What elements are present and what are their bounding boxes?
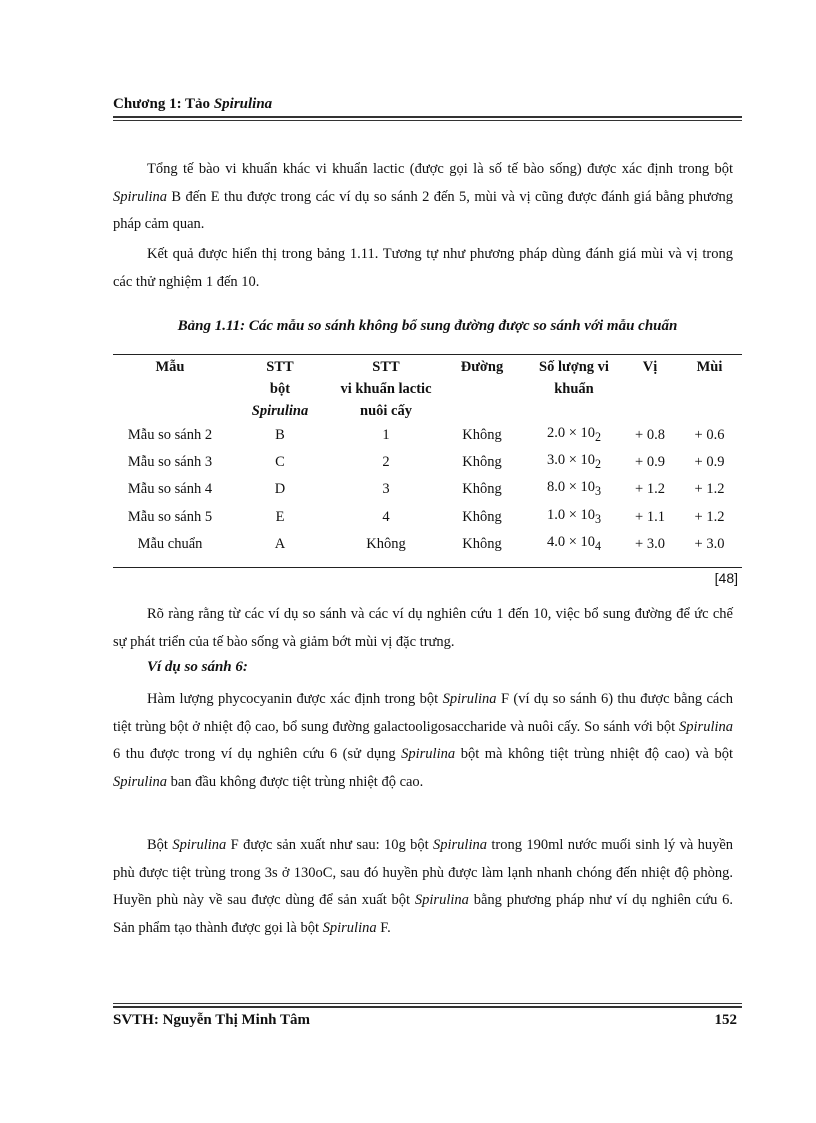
- cell: + 1.2: [694, 481, 725, 498]
- cell: Không: [462, 454, 502, 471]
- cell: E: [275, 508, 285, 525]
- cell-count: $8.0 \times 10_3$: [546, 479, 602, 499]
- paragraph-3: [113, 601, 733, 656]
- p4-text-a: Hàm lượng phycocyanin được xác định trong bột: [147, 691, 439, 707]
- paragraph-2: [113, 241, 733, 296]
- p3-text: Rõ ràng rằng từ các ví dụ so sánh và các ví dụ nghiên cứu 1 đến 10, việc bổ sung đường để ức chế sự phát triển của tế bào sống và giảm bớt mùi vị đặc trưng.: [113, 606, 733, 650]
- cell: Mẫu chuẩn: [137, 535, 203, 552]
- p4-italic-d: Spirulina: [679, 718, 734, 735]
- cell: + 0.8: [635, 426, 665, 443]
- table-reference: [48]: [714, 570, 738, 586]
- table-row: [113, 422, 742, 449]
- cell: Không: [462, 535, 502, 552]
- p5-text-g: bằng phương pháp như ví dụ nghiên cứu 6. Sản phẩm tạo thành được gọi là bột: [113, 892, 734, 936]
- page-number: 152: [714, 1012, 737, 1028]
- p4-italic-h: Spirulina: [113, 773, 167, 790]
- col-header-stt-bot: STT bột Spirulina: [251, 359, 309, 419]
- cell-count: $2.0 \times 10_2$: [546, 425, 602, 444]
- p4-text-i: ban đầu không được tiệt trùng nhiệt độ cao.: [170, 773, 424, 790]
- p1-text-a: Tổng tế bào vi khuẩn khác vi khuẩn lactic (được gọi là số tế bào sống) được xác định trong bột: [147, 161, 733, 177]
- table-row: [113, 476, 742, 503]
- p5-text-i: F.: [380, 919, 391, 936]
- header-rule-thick: [113, 116, 742, 118]
- cell: 4: [382, 508, 390, 525]
- col-header-duong: Đường: [460, 359, 504, 375]
- cell: C: [275, 454, 285, 471]
- cell: D: [274, 481, 286, 498]
- table-bottom-rule: [113, 567, 742, 568]
- p5-italic-h: Spirulina: [322, 919, 377, 936]
- table-top-rule: [113, 354, 742, 355]
- cell: + 0.6: [694, 426, 725, 443]
- cell: Mẫu so sánh 2: [127, 426, 213, 443]
- paragraph-1: [113, 156, 733, 239]
- cell: B: [275, 426, 285, 443]
- table-header-row: [113, 356, 742, 422]
- cell: + 0.9: [694, 454, 725, 471]
- p4-italic-f: Spirulina: [401, 746, 456, 762]
- p4-text-e: 6 thu được trong ví dụ nghiên cứu 6 (sử dụng: [113, 746, 396, 762]
- paragraph-4: [113, 686, 733, 796]
- cell-count: $3.0 \times 10_2$: [546, 452, 602, 472]
- col-header-soluong: Số lượng vi khuẩn: [539, 359, 609, 397]
- header-rule-thin: [113, 120, 742, 121]
- table-row: [113, 531, 742, 558]
- p4-italic-b: Spirulina: [442, 691, 497, 707]
- footer-rule-thick: [113, 1006, 742, 1008]
- p1-italic: Spirulina: [113, 188, 167, 205]
- cell: + 1.1: [635, 508, 665, 525]
- cell: Mẫu so sánh 5: [127, 508, 213, 525]
- footer-author: SVTH: Nguyễn Thị Minh Tâm: [113, 1012, 310, 1028]
- comparison-table: [113, 356, 742, 558]
- footer-rule-thin: [113, 1003, 742, 1004]
- cell: Không: [366, 535, 406, 552]
- cell: Không: [462, 426, 502, 443]
- col-header-vi: Vị: [642, 359, 658, 375]
- p5-text-c: F được sản xuất như sau: 10g bột: [230, 837, 429, 853]
- cell-count: $1.0 \times 10_3$: [546, 506, 602, 526]
- cell: Mẫu so sánh 3: [127, 454, 213, 471]
- col-header-mau: Mẫu: [155, 359, 185, 375]
- table-row: [113, 449, 742, 476]
- cell: 3: [382, 481, 390, 498]
- p5-italic-b: Spirulina: [172, 837, 227, 853]
- cell: Không: [462, 508, 502, 525]
- chapter-title: Chương 1: Tảo: [113, 96, 211, 112]
- p5-italic-f: Spirulina: [414, 892, 469, 908]
- cell: 2: [382, 454, 390, 471]
- p5-italic-d: Spirulina: [433, 837, 487, 853]
- section-subheading: Ví dụ so sánh 6:: [147, 659, 248, 675]
- p5-text-e: trong 190ml nước muối sinh lý và huyền phù được tiệt trùng trong 3s ở 130oC, sau đó huyền phù được làm lạnh nhanh chóng đến nhiệt độ phòng. Huyền phù này về sau được dùng để sản xuất bột: [113, 837, 734, 908]
- p4-text-g: bột mà không tiệt trùng nhiệt độ cao) và bột: [460, 746, 734, 762]
- cell: A: [274, 535, 286, 552]
- cell: + 1.2: [694, 508, 725, 525]
- p1-text-c: B đến E thu được trong các ví dụ so sánh 2 đến 5, mùi và vị cũng được đánh giá bằng phương pháp cảm quan.: [113, 188, 734, 232]
- paragraph-5: [113, 832, 733, 942]
- cell: + 3.0: [635, 535, 665, 552]
- cell: 1: [382, 426, 390, 443]
- col-header-stt-vk: STT vi khuẩn lactic nuôi cấy: [340, 359, 432, 419]
- cell: + 0.9: [635, 454, 665, 471]
- p5-text-a: Bột: [147, 837, 168, 853]
- cell-count: $4.0 \times 10_4$: [546, 533, 602, 553]
- col-header-mui: Mùi: [696, 359, 723, 375]
- cell: + 1.2: [635, 481, 665, 498]
- table-caption: Bảng 1.11: Các mẫu so sánh không bổ sung đường được so sánh với mẫu chuẩn: [177, 318, 678, 334]
- p2-text: Kết quả được hiển thị trong bảng 1.11. Tương tự như phương pháp dùng đánh giá mùi và vị trong các thử nghiệm 1 đến 10.: [113, 246, 733, 290]
- cell: + 3.0: [694, 535, 725, 552]
- cell: Mẫu so sánh 4: [127, 481, 213, 498]
- page-header: [113, 96, 272, 113]
- p4-text-c: F (ví dụ so sánh 6) thu được bằng cách tiệt trùng bột ở nhiệt độ cao, bổ sung đường galactooligosaccharide và nuôi cấy. So sánh với bột: [113, 691, 734, 735]
- table-row: [113, 504, 742, 531]
- chapter-title-italic: Spirulina: [213, 96, 273, 112]
- cell: Không: [462, 481, 502, 498]
